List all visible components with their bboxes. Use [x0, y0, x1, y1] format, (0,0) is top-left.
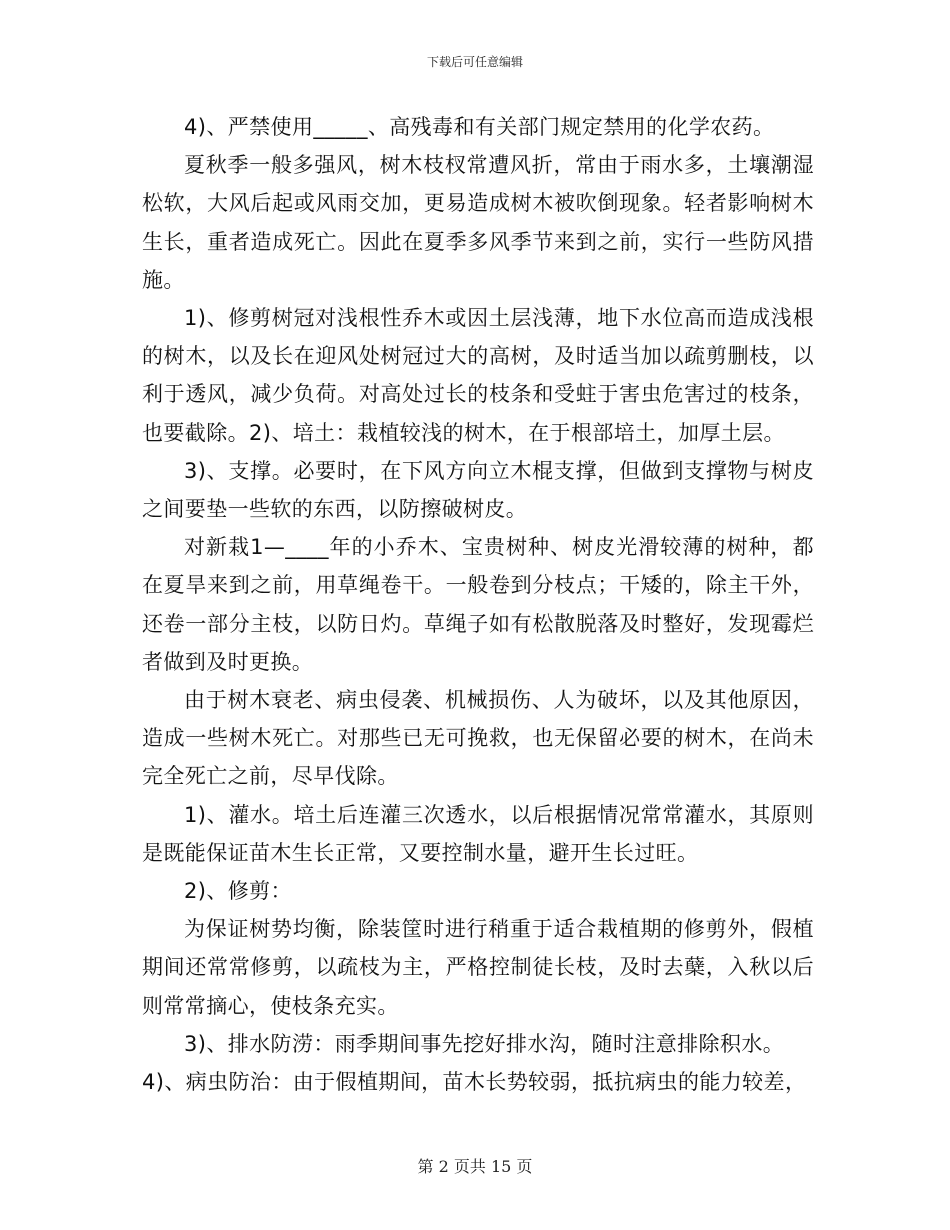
paragraph: 4)、严禁使用_____、高残毒和有关部门规定禁用的化学农药。 [184, 115, 775, 139]
paragraph: 为保证树势均衡，除装筐时进行稍重于适合栽植期的修剪外，假植期间还常常修剪，以疏枝为主，严格控制徒长枝，及时去蘖，入秋以后则常常摘心，使枝条充实。 [142, 917, 814, 1018]
paragraph: 对新栽1—____年的小乔木、宝贵树种、树皮光滑较薄的树种，都在夏旱来到之前，用草绳卷干。一般卷到分枝点；干矮的，除主干外，还卷一部分主枝，以防日灼。草绳子如有松散脱落及时整好，发现霉烂者做到及时更换。 [142, 535, 814, 674]
document-body [142, 108, 814, 1101]
paragraph: 1)、修剪树冠对浅根性乔木或因土层浅薄，地下水位高而造成浅根的树木，以及长在迎风处树冠过大的高树，及时适当加以疏剪删枝，以利于透风，减少负荷。对高处过长的枝条和受蛀于害虫危害过的枝条，也要截除。2)、培土：栽植较浅的树木，在于根部培土，加厚土层。 [142, 306, 814, 445]
paragraph: 3)、支撑。必要时，在下风方向立木棍支撑，但做到支撑物与树皮之间要垫一些软的东西，以防擦破树皮。 [142, 458, 814, 522]
paragraph: 3)、排水防涝：雨季期间事先挖好排水沟，随时注意排除积水。 [184, 1031, 785, 1056]
paragraph: 2)、修剪： [184, 879, 292, 904]
paragraph: 由于树木衰老、病虫侵袭、机械损伤、人为破坏，以及其他原因，造成一些树木死亡。对那些已无可挽救，也无保留必要的树木，在尚未完全死亡之前，尽早伐除。 [142, 688, 814, 789]
paragraph: 夏秋季一般多强风，树木枝杈常遭风折，常由于雨水多，土壤潮湿松软，大风后起或风雨交加，更易造成树木被吹倒现象。轻者影响树木生长，重者造成死亡。因此在夏季多风季节来到之前，实行一些防风措施。 [142, 153, 814, 292]
page-header: 下载后可任意编辑 [426, 55, 523, 69]
paragraph: 4)、病虫防治：由于假植期间，苗木长势较弱，抵抗病虫的能力较差， [142, 1070, 807, 1095]
paragraph: 1)、灌水。培土后连灌三次透水，以后根据情况常常灌水，其原则是既能保证苗木生长正常，又要控制水量，避开生长过旺。 [142, 802, 814, 865]
page-footer: 第 2 页共 15 页 [417, 1157, 533, 1176]
